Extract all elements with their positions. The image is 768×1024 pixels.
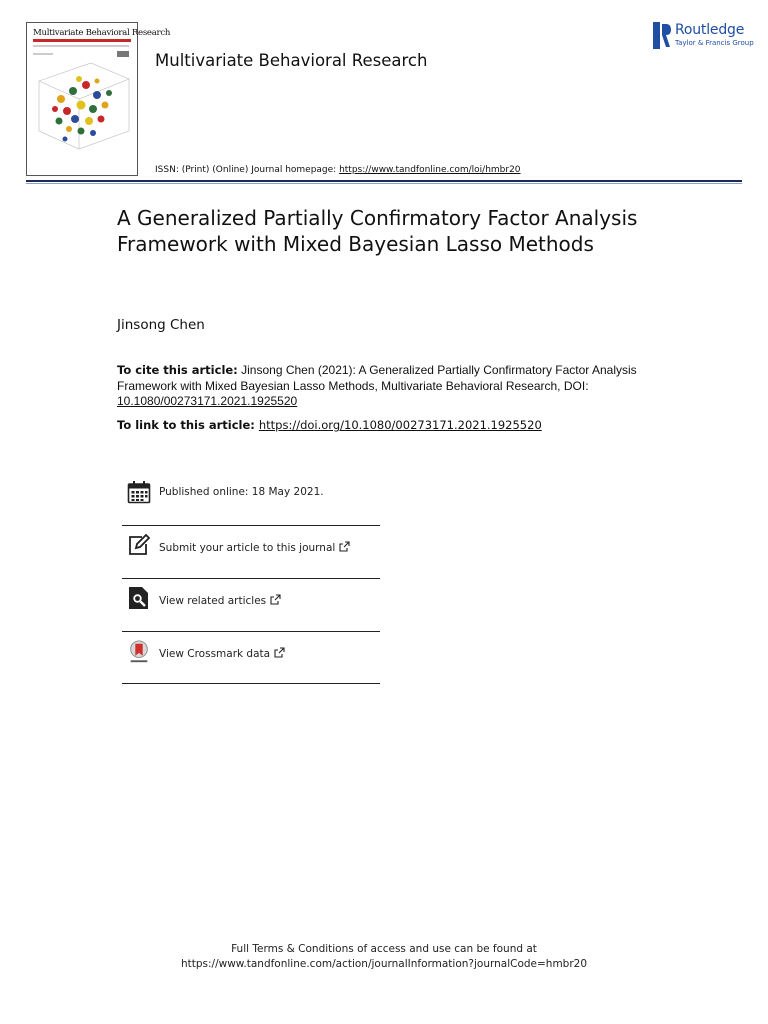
journal-homepage-link[interactable]: https://www.tandfonline.com/loi/hmbr20 (339, 165, 521, 175)
article-link-block (117, 418, 542, 432)
citation-block (117, 363, 657, 410)
cover-scatter-art (31, 51, 135, 157)
crossmark-icon (127, 640, 151, 664)
info-divider (122, 683, 380, 684)
submit-article-link[interactable]: Submit your article to this journal (159, 542, 336, 554)
journal-cover-image (26, 22, 171, 176)
header-divider-secondary (26, 183, 742, 184)
footer-terms-link[interactable]: https://www.tandfonline.com/action/journalInformation?journalCode=hmbr20 (180, 958, 588, 970)
routledge-mark-icon (653, 22, 671, 49)
external-link-icon (339, 541, 350, 552)
issn-text: ISSN: (Print) (Online) Journal homepage: (155, 165, 340, 175)
journal-title[interactable]: Multivariate Behavioral Research (155, 51, 428, 70)
published-online-text: Published online: 18 May 2021. (159, 486, 324, 498)
citation-doi-link[interactable]: 10.1080/00273171.2021.1925520 (117, 394, 298, 408)
article-link-label: To link to this article: (117, 418, 255, 432)
cover-footer-art (33, 51, 131, 57)
issn-line (155, 165, 521, 175)
external-link-icon (274, 647, 285, 658)
publisher-name: Routledge (675, 22, 745, 38)
footer-line-1: Full Terms & Conditions of access and use can be found at (231, 943, 537, 955)
publisher-subtitle: Taylor & Francis Group (675, 39, 754, 47)
external-link-icon (270, 594, 281, 605)
crossmark-link[interactable]: View Crossmark data (159, 648, 271, 660)
cover-subtitle-bar (33, 45, 129, 47)
info-divider (122, 525, 380, 526)
cover-accent-bar (33, 39, 131, 42)
edit-icon (127, 533, 151, 557)
info-divider (122, 631, 380, 632)
calendar-icon (127, 480, 151, 504)
crossmark-row[interactable] (122, 633, 380, 685)
submit-article-row[interactable] (122, 527, 380, 579)
citation-text: Jinsong Chen (2021): A Generalized Partially Confirmatory Factor Analysis Framework with Mixed Bayesian Lasso Methods, Multivariate Behavioral Research, DOI: (117, 363, 637, 393)
published-online-row (122, 474, 380, 526)
cover-title: Multivariate Behavioral Research (33, 28, 171, 38)
related-articles-link[interactable]: View related articles (159, 595, 267, 607)
citation-label: To cite this article: (117, 363, 238, 377)
info-divider (122, 578, 380, 579)
search-document-icon (127, 586, 151, 610)
article-author: Jinsong Chen (117, 317, 205, 333)
article-doi-link[interactable]: https://doi.org/10.1080/00273171.2021.1925520 (258, 418, 542, 432)
header-divider (26, 180, 742, 182)
article-title: A Generalized Partially Confirmatory Factor Analysis Framework with Mixed Bayesian Lasso Methods (117, 206, 638, 256)
related-articles-row[interactable] (122, 580, 380, 632)
publisher-logo[interactable] (653, 22, 754, 50)
terms-footer (0, 942, 768, 972)
